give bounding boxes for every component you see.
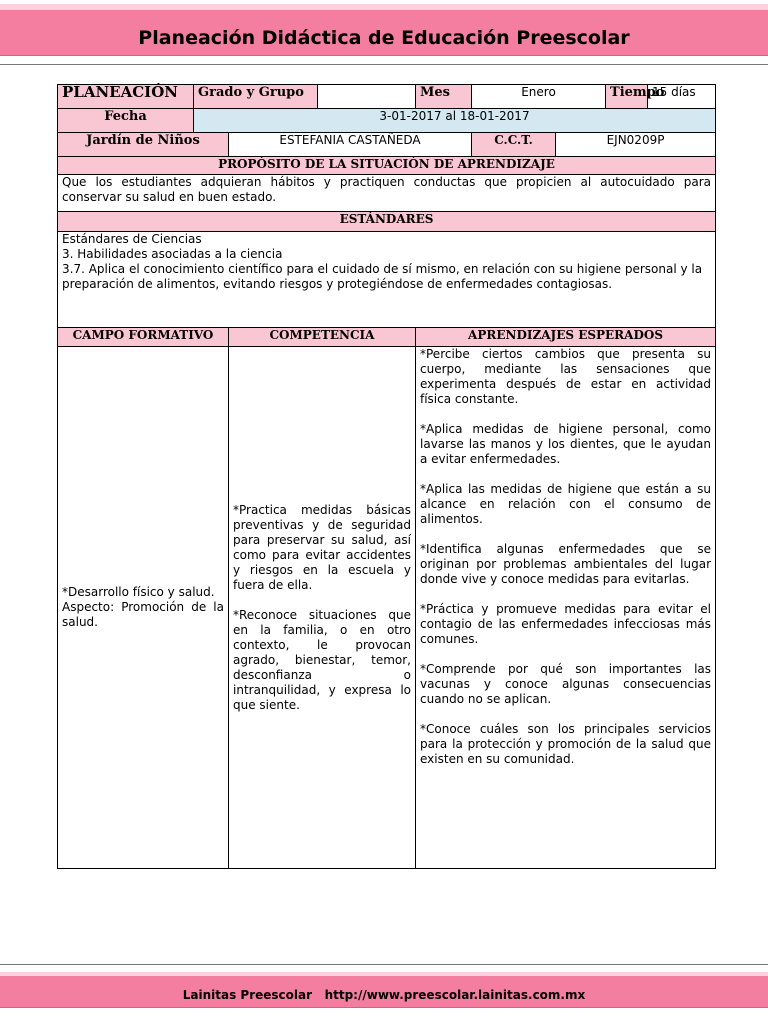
cct-value: EJN0209P: [556, 133, 716, 157]
planeacion-label: PLANEACIÓN: [58, 85, 194, 109]
grado-grupo-value: [318, 85, 416, 109]
row-content: [58, 347, 716, 869]
campo-line-1: *Desarrollo físico y salud.: [62, 585, 215, 599]
row-general: [58, 85, 716, 109]
campo-cell: [58, 347, 229, 869]
header-rule: [0, 64, 768, 65]
competencia-item: *Practica medidas básicas preventivas y de seguridad para preservar su salud, así como para evitar accidentes y riesgos en la escuela y fuera de ella.: [233, 502, 411, 592]
tiempo-value: 15 días: [648, 85, 716, 109]
grado-grupo-label: Grado y Grupo: [194, 85, 318, 109]
header-banner: [0, 4, 768, 56]
mes-label: Mes: [416, 85, 472, 109]
footer-rule: [0, 964, 768, 965]
row-estandares-heading: [58, 212, 716, 232]
aprendizaje-item: *Aplica medidas de higiene personal, como lavarse las manos y los dientes, que le ayudan a evitar enfermedades.: [420, 422, 712, 466]
tiempo-label: Tiempo: [606, 85, 648, 109]
campo-line-2: Aspecto: Promoción de la salud.: [62, 600, 224, 629]
fecha-label: Fecha: [58, 109, 194, 133]
estandares-heading: ESTÁNDARES: [58, 212, 716, 232]
aprendizaje-item: *Comprende por qué son importantes las vacunas y conoce algunas consecuencias cuando no se aplican.: [420, 662, 712, 706]
aprendizaje-item: *Conoce cuáles son los principales servicios para la protección y promoción de la salud que existen en su comunidad.: [420, 722, 712, 766]
competencia-cell: [229, 347, 416, 869]
row-proposito-heading: [58, 157, 716, 175]
cct-label: C.C.T.: [472, 133, 556, 157]
row-jardin: [58, 133, 716, 157]
estandares-line-3: 3.7. Aplica el conocimiento científico para el cuidado de sí mismo, en relación con su higiene personal y la preparación de alimentos, evitando riesgos y protegiéndose de enfermedades contagiosas.: [62, 262, 703, 291]
campo-formativo-header: CAMPO FORMATIVO: [58, 328, 229, 347]
aprendizaje-item: *Percibe ciertos cambios que presenta su cuerpo, mediante las sensaciones que experimenta después de estar en actividad física constante.: [420, 347, 712, 406]
aprendizajes-header: APRENDIZAJES ESPERADOS: [416, 328, 716, 347]
estandares-cell: [58, 232, 716, 328]
footer-banner: [0, 972, 768, 1008]
aprendizaje-item: *Identifica algunas enfermedades que se originan por problemas ambientales del lugar donde vive y conoce medidas para evitarlas.: [420, 542, 712, 586]
planeacion-table: [57, 84, 716, 869]
row-estandares-text: [58, 232, 716, 328]
row-fecha: [58, 109, 716, 133]
estandares-line-2: 3. Habilidades asociadas a la ciencia: [62, 247, 283, 261]
aprendizajes-cell: [416, 347, 716, 869]
footer-text: Lainitas Preescolar http://www.preescolar.lainitas.com.mx: [182, 988, 586, 1002]
competencia-header: COMPETENCIA: [229, 328, 416, 347]
jardin-value: ESTEFANIA CASTAÑEDA: [229, 133, 472, 157]
jardin-label: Jardín de Niños: [58, 133, 229, 157]
aprendizaje-item: *Práctica y promueve medidas para evitar el contagio de las enfermedades infecciosas más comunes.: [420, 602, 712, 646]
proposito-heading: PROPÓSITO DE LA SITUACIÓN DE APRENDIZAJE: [58, 157, 716, 175]
estandares-line-1: Estándares de Ciencias: [62, 232, 202, 246]
competencia-item: *Reconoce situaciones que en la familia, o en otro contexto, le provocan agrado, bienestar, temor, desconfianza o intranquilidad, y expresa lo que siente.: [233, 607, 411, 712]
fecha-value: 3-01-2017 al 18-01-2017: [194, 109, 716, 133]
row-proposito-text: [58, 175, 716, 212]
mes-value: Enero: [472, 85, 606, 109]
page-title: Planeación Didáctica de Educación Preescolar: [138, 27, 630, 49]
row-column-headers: [58, 328, 716, 347]
aprendizaje-item: *Aplica las medidas de higiene que están a su alcance en relación con el consumo de alimentos.: [420, 482, 712, 526]
proposito-text: Que los estudiantes adquieran hábitos y practiquen conductas que propicien al autocuidado para conservar su salud en buen estado.: [58, 175, 716, 212]
